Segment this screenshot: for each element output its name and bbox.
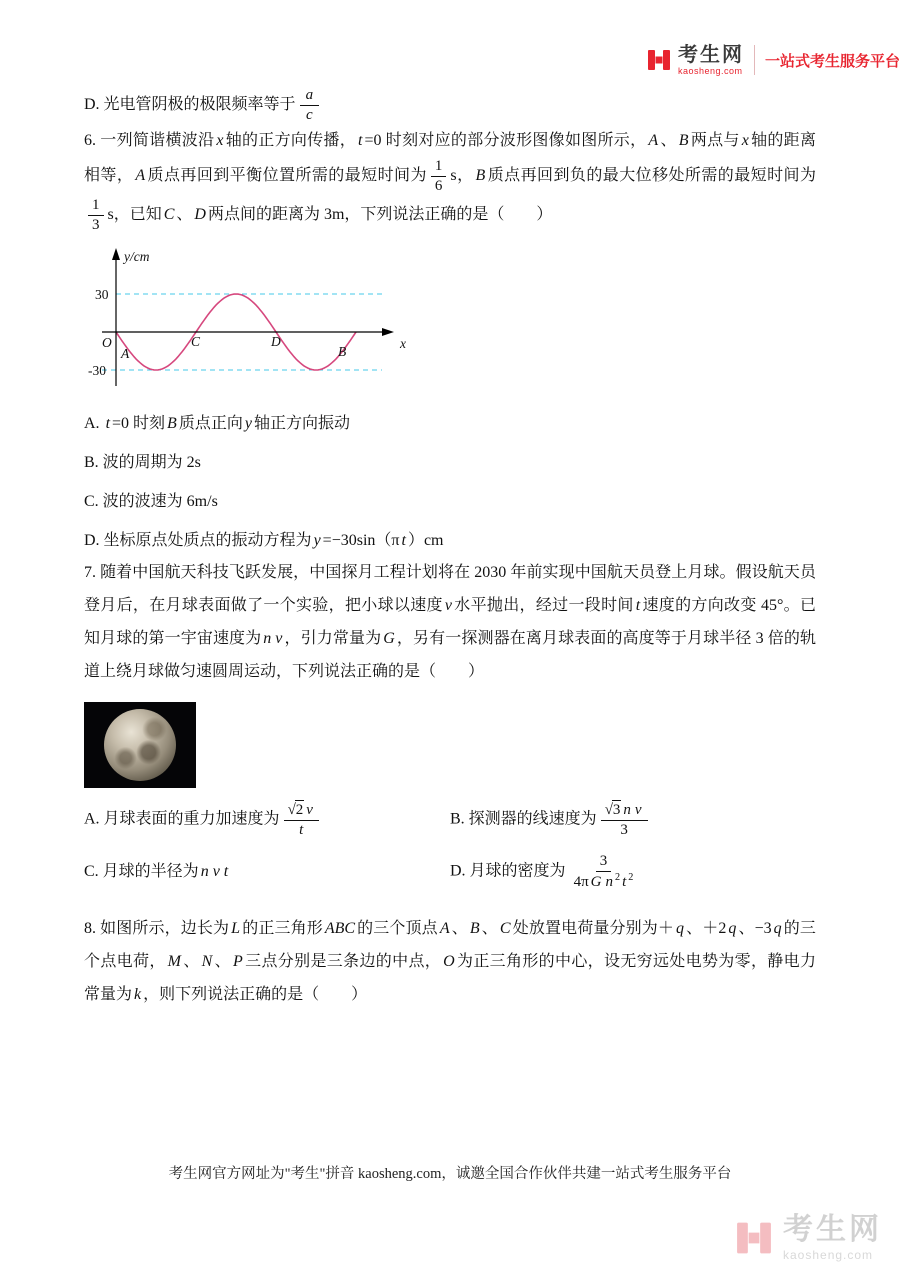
- watermark-logo: [734, 1215, 882, 1261]
- brand-text: [678, 45, 744, 76]
- question-7-options: [84, 800, 816, 891]
- exam-page: [0, 86, 900, 1012]
- q7-option-d: D. 月球的密度为 $\frac{3}{4\pi G n ^2 t ^2}$: [450, 852, 634, 890]
- kaosheng-logo-icon: [646, 47, 672, 73]
- q6-option-a: A. t =0 时刻 B 质点正向 y 轴正方向振动: [84, 415, 350, 433]
- question-8-stem: 8. 如图所示，边长为 L 的正三角形 ABC 的三个顶点 A 、 B 、 C 处放置电荷量分别为＋ q 、＋2 q 、−3 q 的三个点电荷， M 、 N 、 P 三点分别是三条边的中点， O 为正三角形的中心，设无穷远处电势为零，静电力常量为 k ，则下列说法正确的是（ ）: [84, 920, 816, 1004]
- x-axis-arrow: [382, 328, 394, 336]
- question-6-stem: 6. 一列简谐横波沿 x 轴的正方向传播， t =0 时刻对应的部分波形图像如图所示， A 、 B 两点与 x 轴的距离相等， A 质点再回到平衡位置所需的最短时间为 $\frac{1}{6}$ s， B 质点再回到负的最大位移处所需的最短时间为 $\frac{1}{3}$ s，已知 C 、 D 两点间的距离为 3m，下列说法正确的是（ ）: [84, 131, 816, 233]
- q7-option-c: C. 月球的半径为 n v t: [84, 862, 229, 880]
- watermark-brand: 考生网: [783, 1213, 882, 1246]
- moon-sphere: [104, 709, 176, 781]
- watermark-domain: kaosheng.com: [783, 1248, 874, 1262]
- brand-domain-text: kaosheng.com: [677, 65, 743, 76]
- brand-name: 考生网: [677, 43, 744, 66]
- point-label-B: B: [338, 344, 347, 360]
- site-header: [0, 0, 900, 86]
- brand-divider: [754, 45, 755, 75]
- point-label-A: A: [121, 346, 130, 362]
- question-6-options: [84, 408, 816, 557]
- footer-note: 考生网官方网址为"考生"拼音 kaosheng.com，诚邀全国合作伙伴共建一站式考生服务平台: [168, 1165, 732, 1182]
- watermark-logo-icon: [734, 1218, 774, 1258]
- q7-option-a: A. 月球表面的重力加速度为 √ 2 v t: [84, 800, 450, 840]
- q7-option-b: B. 探测器的线速度为 √ 3 n v 3: [450, 800, 816, 840]
- brand-tagline: 一站式考生服务平台: [764, 52, 900, 70]
- y-axis-label: y/cm: [124, 249, 150, 265]
- q6-option-b: B. 波的周期为 2s: [84, 454, 201, 472]
- point-label-C: C: [191, 334, 201, 350]
- kaosheng-brand[interactable]: [646, 45, 744, 76]
- watermark-text: [783, 1215, 882, 1261]
- q6-option-c: C. 波的波速为 6m/s: [84, 493, 218, 511]
- y-axis-arrow: [112, 248, 120, 260]
- wave-figure: [88, 244, 816, 401]
- tick-minus-30: -30: [88, 363, 106, 379]
- option-d-photoelectric: D. 光电管阴极的极限频率等于 $\frac{a}{c}$: [84, 86, 816, 125]
- q7-options-row-2: [84, 852, 816, 892]
- q7-options-row-1: [84, 800, 816, 840]
- moon-image: [84, 702, 196, 788]
- x-axis-label: x: [400, 336, 406, 352]
- q6-option-d: D. 坐标原点处质点的振动方程为 y =−30sin（π t ）cm: [84, 532, 444, 550]
- point-label-O: O: [102, 335, 112, 351]
- tick-plus-30: 30: [95, 287, 109, 303]
- point-label-D: D: [271, 334, 281, 350]
- question-7-stem: 7. 随着中国航天科技飞跃发展，中国探月工程计划将在 2030 年前实现中国航天员登上月球。假设航天员登月后，在月球表面做了一个实验，把小球以速度 v 水平抛出，经过一段时间 t 速度的方向改变 45°。已知月球的第一宇宙速度为 n v ，引力常量为 G ，另有一探测器在离月球表面的高度等于月球半径 3 倍的轨道上绕月球做匀速圆周运动，下列说法正确的是（ ）: [84, 564, 816, 680]
